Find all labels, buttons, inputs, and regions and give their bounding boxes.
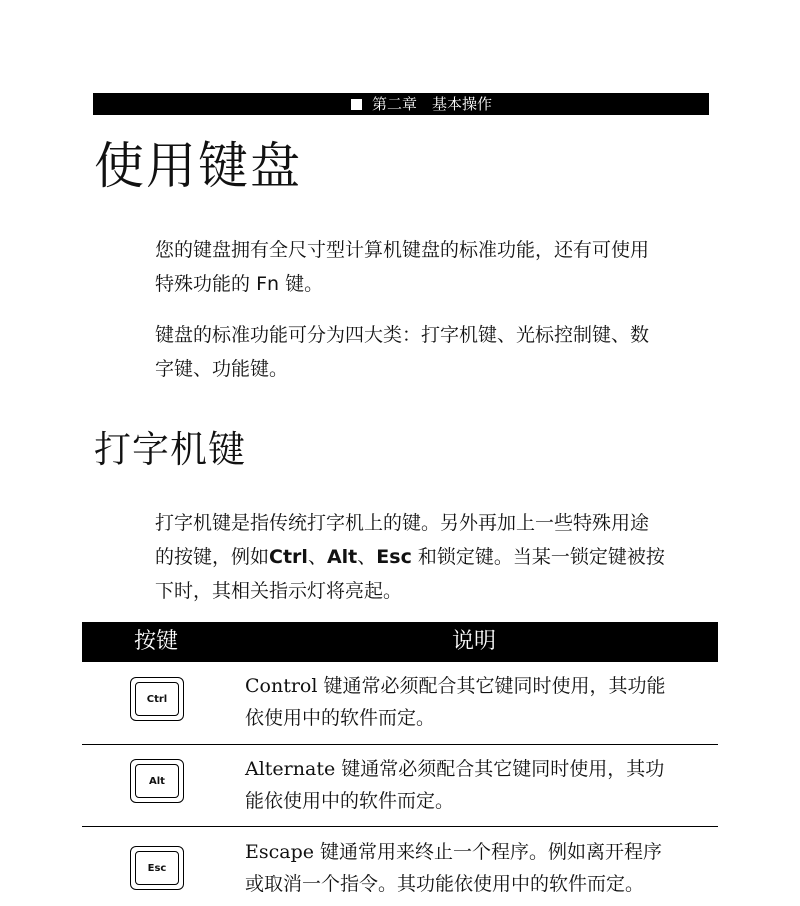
header-key: 按键 [134, 629, 179, 654]
ctrl-key-name: Ctrl [269, 546, 308, 568]
row-divider [82, 744, 718, 745]
key-table-header [82, 622, 718, 662]
chapter-title: 第二章 基本操作 [372, 95, 493, 113]
row-divider [82, 826, 718, 827]
esc-key-name: Esc [376, 546, 412, 568]
fn-key-label: Fn [256, 273, 280, 295]
esc-description: Escape 键通常用来终止一个程序。例如离开程序 或取消一个指令。其功能依使用中的软件而定。 [245, 841, 663, 895]
categories-paragraph: 键盘的标准功能可分为四大类：打字机键、光标控制键、数 字键、功能键。 [155, 324, 650, 380]
ctrl-description: Control 键通常必须配合其它键同时使用，其功能 依使用中的软件而定。 [245, 675, 666, 729]
square-bullet-icon [351, 99, 362, 110]
intro-paragraph: 您的键盘拥有全尺寸型计算机键盘的标准功能，还有可使用 特殊功能的 Fn 键。 [155, 239, 650, 295]
section-title-typewriter-keys: 打字机键 [94, 428, 246, 471]
alt-description: Alternate 键通常必须配合其它键同时使用，其功 能依使用中的软件而定。 [245, 758, 665, 812]
typewriter-paragraph: 打字机键是指传统打字机上的键。另外再加上一些特殊用途 的按键，例如Ctrl、Alt、Esc 和锁定键。当某一锁定键被按 下时，其相关指示灯将亮起。 [155, 512, 665, 602]
chapter-header-bar [93, 93, 709, 115]
alt-key-name: Alt [326, 546, 358, 568]
section-title-using-keyboard: 使用键盘 [94, 137, 302, 195]
ctrl-key-icon: Ctrl [130, 677, 184, 721]
header-description: 说明 [452, 629, 497, 654]
alt-key-icon: Alt [130, 759, 184, 803]
esc-key-icon: Esc [130, 846, 184, 890]
